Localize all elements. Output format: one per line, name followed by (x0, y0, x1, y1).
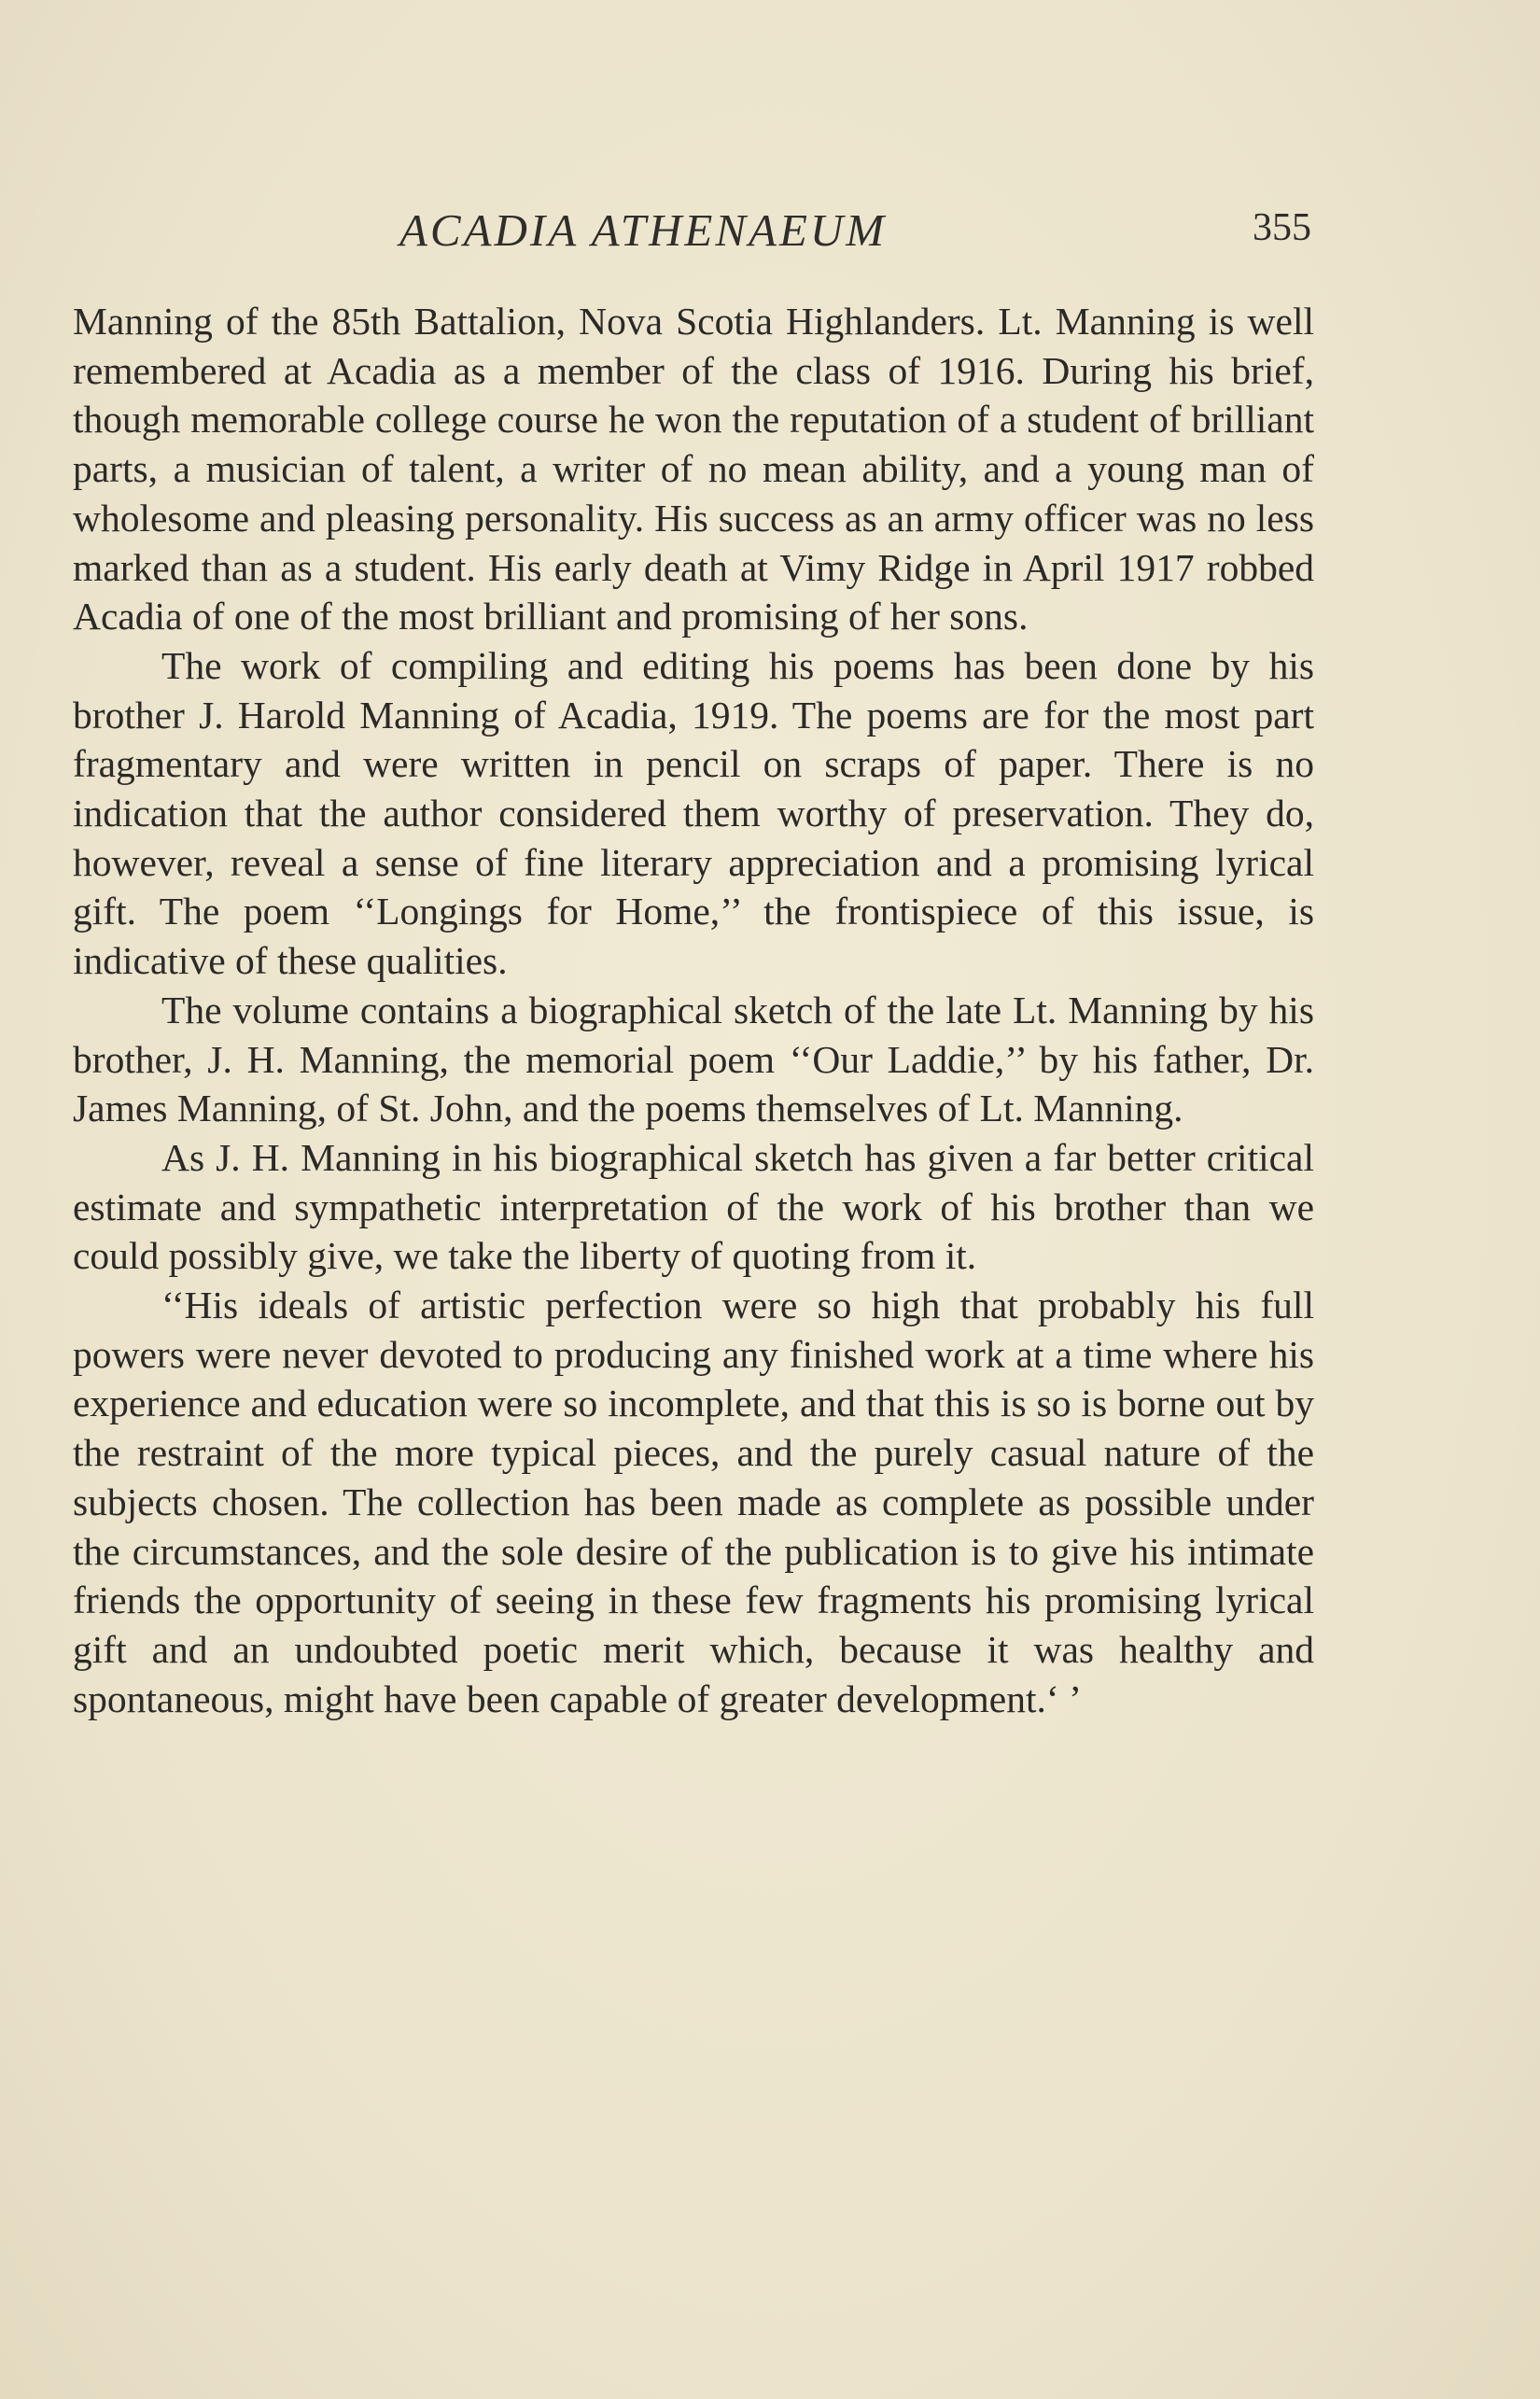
paragraph-quotation: ‘‘His ideals of artistic perfection were so high that probably his full powers were never devoted to producing any finished work at a time where his experience and education were so incomplete, and that this is so is borne out by the restraint of the more typical pieces, and the purely casual nature of the subjects chosen. The collection has been made as complete as possible under the circumstances, and the sole desire of the publication is to give his intimate friends the opportunity of seeing in these few fragments his promising lyrical gift and an undoubted poetic merit which, because it was healthy and spontaneous, might have been capable of greater development.‘ ’ (73, 1284, 1314, 1720)
paragraph-editing: The work of compiling and editing his poems has been done by his brother J. Harold Manning of Acadia, 1919. The poems are for the most part fragmentary and were written in pencil on scraps of paper. There is no indication that the author considered them worthy of preservation. They do, however, reveal a sense of fine literary appreciation and a promising lyrical gift. The poem ‘‘Longings for Home,’’ the frontispiece of this issue, is indicative of these qualities. (73, 643, 1314, 983)
running-head: ACADIA ATHENAEUM (399, 204, 888, 256)
paragraph-quote-intro: As J. H. Manning in his biographical sketch has given a far better critical estimate and sympathetic interpretation of the work of his brother than we could possibly give, we take the liberty of quoting from it. (73, 1135, 1314, 1278)
paragraph-volume-contents: The volume contains a biographical sketch of the late Lt. Manning by his brother, J. H. Manning, the memorial poem ‘‘Our Laddie,’’ by his father, Dr. James Manning, of St. John, and the poems themselves of Lt. Manning. (73, 988, 1314, 1130)
body-text (73, 297, 1314, 1723)
page-header (75, 203, 1311, 260)
paragraph-continuation: Manning of the 85th Battalion, Nova Scotia Highlanders. Lt. Manning is well remembered at Acadia as a member of the class of 1916. During his brief, though memorable college course he won the reputation of a student of brilliant parts, a musician of talent, a writer of no mean ability, and a young man of wholesome and pleasing personality. His success as an army officer was no less marked than as a student. His early death at Vimy Ridge in April 1917 robbed Acadia of one of the most brilliant and promising of her sons. (73, 300, 1314, 638)
page-number: 355 (1253, 206, 1311, 249)
